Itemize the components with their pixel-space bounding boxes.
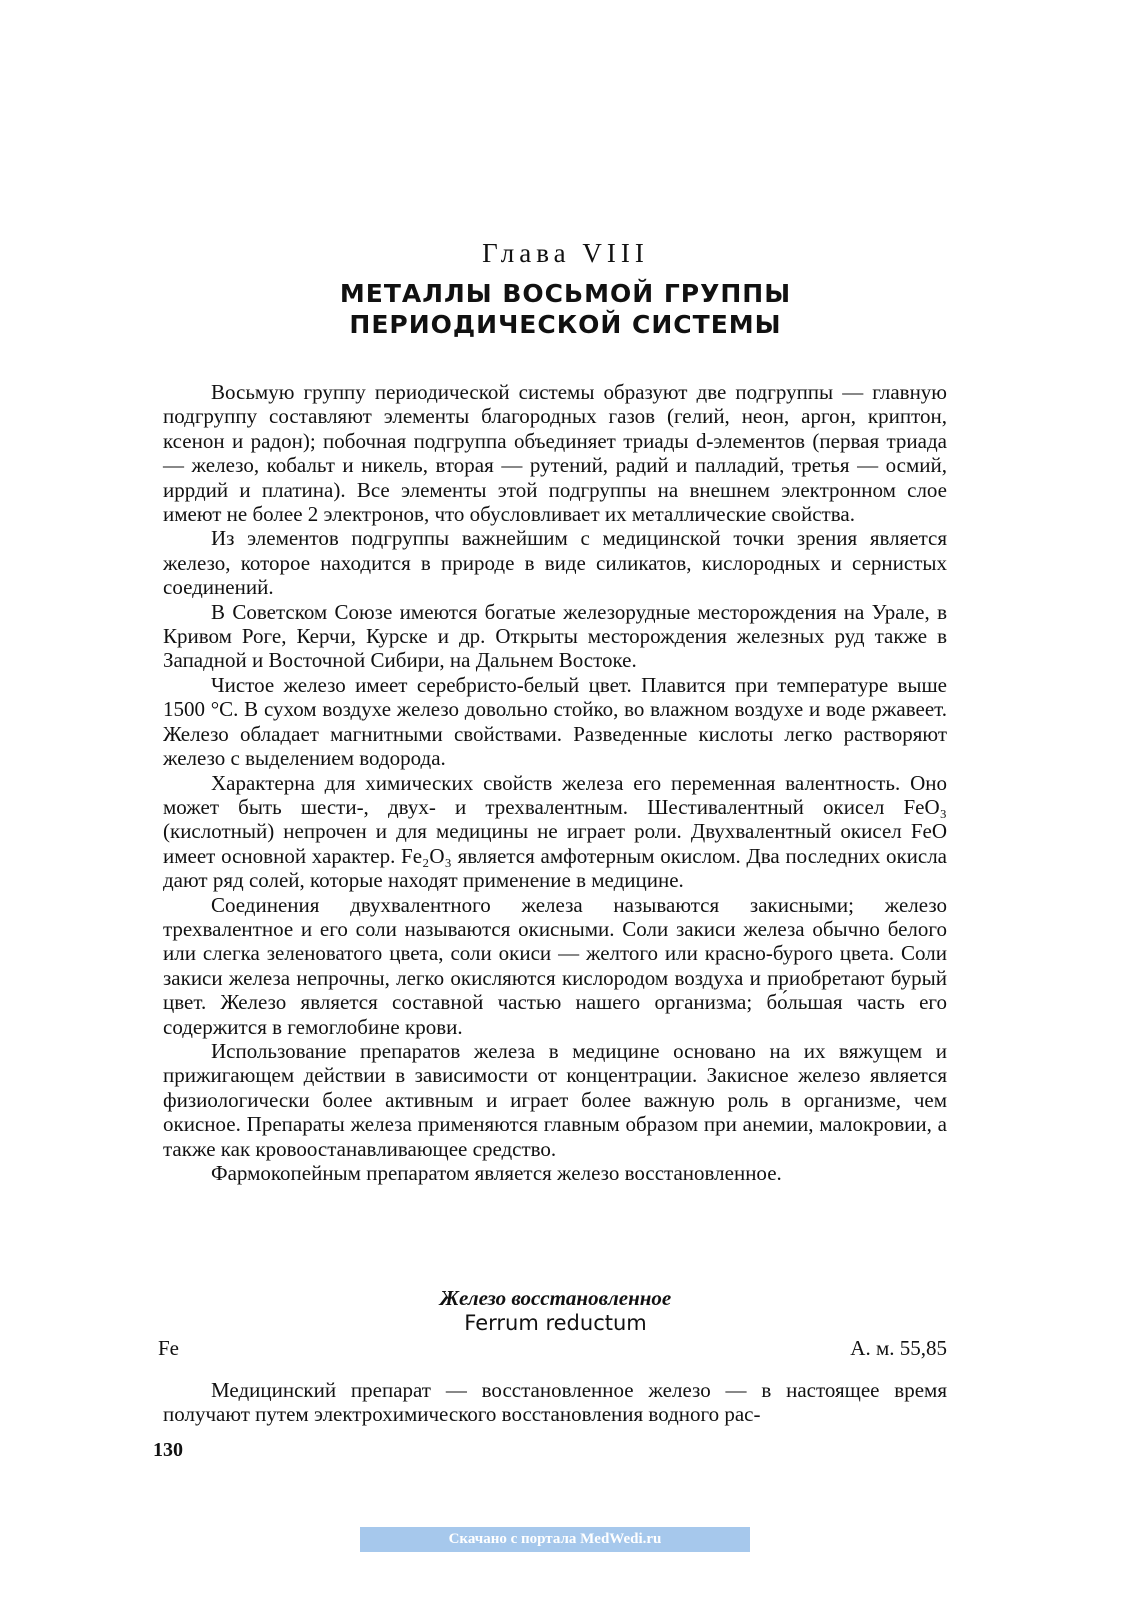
paragraph-eighth-group-intro: Восьмую группу периодической системы образуют две подгруппы — главную подгруппу составляют элементы благородных газов (гелий, неон, аргон, криптон, ксенон и радон); побочная подгруппа объединяет триады d-элементов (первая триада — железо, кобальт и никель, вторая — рутений, радий и палладий, третья — осмий, иррдий и платина). Все элементы этой подгруппы на внешнем электронном слое имеют не более 2 электронов, что обусловливает их металлические свойства. [163,380,947,527]
chapter-title [0,278,1131,340]
paragraph-iron-compounds: Соединения двухвалентного железа называются закисными; железо трехвалентное и его соли называются окисными. Соли закиси железа обычно белого или слегка зеленоватого цвета, соли окиси — желтого или красно-бурого цвета. Соли закиси железа непрочны, легко окисляются кислородом воздуха и приобретают бурый цвет. Железо является составной частью нашего организма; бо́льшая часть его содержится в гемоглобине крови. [163,892,947,1039]
paragraph-medical-use: Использование препаратов железа в медицине основано на их вяжущем и прижигающем действии в зависимости от концентрации. Закисное железо является физиологически более активным и играет более важную роль в организме, чем окисное. Препараты железа применяются главным образом при анемии, малокровии, а также как кровоостанавливающее средство. [163,1038,947,1161]
paragraph-iron-valence: Характерна для химических свойств железа его переменная валентность. Оно может быть шести-, двух- и трехвалентным. Шестивалентный окисел FeO₃ (кислотный) непрочен и для медицины не играет роли. Двухвалентный окисел FeO имеет основной характер. Fe₂O₃ является амфотерным окислом. Два последних окисла дают ряд солей, которые находят применение в медицине. [163,770,947,893]
page-number: 130 [153,1439,183,1461]
paragraph-pharmacopoeia: Фармокопейным препаратом является железо восстановленное. [211,1161,782,1185]
chapter-body [163,380,947,1185]
chemical-formula: Fe [158,1336,179,1360]
chapter-title-line-2: ПЕРИОДИЧЕСКОЙ СИСТЕМЫ [349,310,782,339]
preparation-body [163,1378,947,1427]
paragraph-preparation-method: Медицинский препарат — восстановленное железо — в настоящее время получают путем электрохимического восстановления водного рас- [163,1378,947,1427]
chapter-label: Глава VIII [482,238,649,268]
paragraph-iron-deposits: В Советском Союзе имеются богатые железорудные месторождения на Урале, в Кривом Роге, Керчи, Курске и др. Открыты месторождения железных руд также в Западной и Восточной Сибири, на Дальнем Востоке. [163,599,947,673]
preparation-latin-name: Ferrum reductum [464,1311,647,1335]
preparation-title: Железо восстановленное [439,1286,672,1310]
watermark-banner[interactable]: Скачано с портала MedWedi.ru [360,1527,750,1552]
paragraph-iron-importance: Из элементов подгруппы важнейшим с медицинской точки зрения является железо, которое находится в природе в виде силикатов, кислородных и сернистых соединений. [163,526,947,600]
chapter-title-line-1: МЕТАЛЛЫ ВОСЬМОЙ ГРУППЫ [339,279,792,308]
atomic-mass: А. м. 55,85 [850,1336,947,1360]
paragraph-pure-iron-properties: Чистое железо имеет серебристо-белый цвет. Плавится при температуре выше 1500 °С. В сухом воздухе железо довольно стойко, во влажном воздухе и воде ржавеет. Железо обладает магнитными свойствами. Разведенные кислоты легко растворяют железо с выделением водорода. [163,672,947,771]
